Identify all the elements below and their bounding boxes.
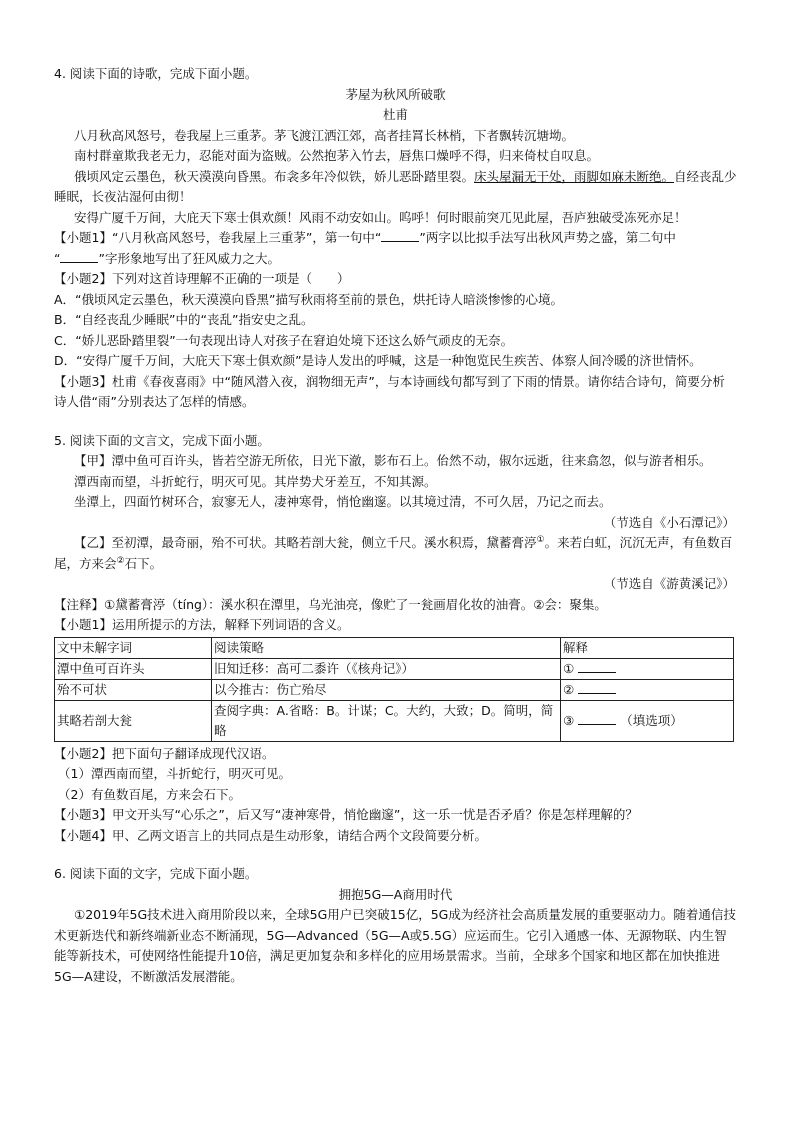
q6-heading: 6. 阅读下面的文字，完成下面小题。	[54, 866, 258, 881]
sub-question-3: 【小题3】杜甫《春夜喜雨》中“随风潜入夜，润物细无声”，与本诗画线句都写到了下雨的情景。请你结合诗句，简要分析诗人借“雨”分别表达了怎样的情感。	[54, 373, 725, 409]
passage-jia: 潭西南而望，斗折蛇行，明灭可见。其岸势犬牙差互，不知其源。	[74, 473, 437, 489]
option-c: C．“娇儿恶卧踏里裂”一句表现出诗人对孩子在窘迫处境下还这么娇气顽皮的无奈。	[54, 332, 514, 348]
answer-number: ②	[563, 681, 575, 697]
passage-text: 【乙】至初潭，最奇丽，殆不可状。其略若剖大瓮，侧立千尺。溪水积焉，黛蓄膏渟	[74, 535, 537, 550]
table-row	[55, 700, 734, 741]
poem-text: 自经丧乱少睡眠，长夜沾湿何由彻！	[54, 168, 737, 204]
article-title: 拥抱5G—A商用时代	[338, 886, 453, 902]
table-row	[55, 658, 734, 679]
source-note: （节选自《游黄溪记》）	[603, 576, 735, 591]
passage-text: 石下。	[124, 555, 163, 571]
article-paragraph: ①2019年5G技术进入商用阶段以来，全球5G用户已突破15亿，5G成为经济社会高质量发展的重要驱动力。随着通信技术更新迭代和新终端新业态不断涌现，5G—Advanced（5G—A或5.5G）应运而生。它引入通感一体、无源物联、内生智能等新技术，可使网络性能提升10倍，满足更加复杂和多样化的应用场景需求。当前，全球多个国家和地区都在加快推进5G—A建设，不断激活发展潜能。	[54, 907, 736, 984]
table-header: 阅读策略	[212, 637, 561, 658]
table-cell-strategy: 查阅字典：A.省略：B。计谋；C。大约，大致；D。简明，简略	[212, 700, 561, 741]
underlined-lines: 床头屋漏无干处，雨脚如麻未断绝。	[474, 168, 675, 184]
sub-question-2: 【小题2】下列对这首诗理解不正确的一项是（ ）	[54, 271, 350, 286]
table-cell-strategy: 旧知迁移：高可二黍许（《核舟记》）	[212, 658, 561, 679]
option-b: B．“自经丧乱少睡眠”中的“丧乱”指安史之乱。	[54, 312, 314, 327]
poem-line: 八月秋高风怒号，卷我屋上三重茅。茅飞渡江洒江郊，高者挂罥长林梢，下者飘转沉塘坳。	[74, 127, 575, 143]
table-cell-word: 潭中鱼可百许头	[55, 658, 212, 679]
answer-blank[interactable]	[578, 712, 616, 725]
q4-heading: 4. 阅读下面的诗歌，完成下面小题。	[54, 66, 258, 81]
option-a: A．“俄顷风定云墨色，秋天漠漠向昏黑”描写秋雨将至前的景色，烘托诗人暗淡惨惨的心境。	[54, 291, 564, 307]
passage-text: 。来若白虹，沉沉无声，有鱼数百尾，方来会	[54, 535, 733, 571]
table-cell-word: 殆不可状	[55, 679, 212, 700]
poem-text: 俄顷风定云墨色，秋天漠漠向昏黑。布衾多年冷似铁，娇儿恶卧踏里裂。	[74, 168, 475, 184]
strategy-table	[54, 637, 734, 742]
passage-yi	[54, 533, 737, 574]
table-header: 文中未解字词	[55, 637, 212, 658]
sub1-text: “	[54, 250, 61, 266]
table-cell-word: 其略若剖大瓮	[55, 700, 212, 741]
sub-question-1	[54, 228, 737, 269]
table-cell-answer	[561, 700, 734, 741]
sub1-text: ”两字以比拟手法写出秋风声势之盛，第二句中	[419, 230, 676, 245]
answer-blank[interactable]	[578, 660, 616, 673]
sub-question-4: 【小题4】甲、乙两文语言上的共同点是生动形象，请结合两个文段简要分析。	[54, 827, 487, 843]
q5-heading: 5. 阅读下面的文言文，完成下面小题。	[54, 432, 270, 448]
table-row	[55, 679, 734, 700]
answer-note: （填选项）	[620, 712, 683, 728]
footnote-mark: ①	[536, 534, 545, 545]
passage-jia: 【甲】潭中鱼可百许头，皆若空游无所依，日光下澈，影布石上。佁然不动，俶尔远逝，往来翕忽，似与游者相乐。	[74, 453, 712, 468]
poem-line: 安得广厦千万间，大庇天下寒士俱欢颜！风雨不动安如山。呜呼！何时眼前突兀见此屋，吾庐独破受冻死亦足！	[74, 209, 687, 225]
source-note: （节选自《小石潭记》）	[603, 514, 735, 530]
answer-blank[interactable]	[381, 229, 419, 242]
translate-item: （2）有鱼数百尾，方来会石下。	[58, 786, 241, 802]
answer-number: ③	[563, 712, 575, 728]
poem-line	[54, 167, 737, 208]
answer-number: ①	[563, 660, 575, 676]
answer-blank[interactable]	[578, 681, 616, 694]
sub-question-1: 【小题1】运用所提示的方法，解释下列词语的含义。	[54, 617, 350, 632]
poem-line: 南村群童欺我老无力，忍能对面为盗贼。公然抱茅入竹去，唇焦口燥呼不得，归来倚杖自叹息。	[74, 148, 600, 163]
sub-question-3: 【小题3】甲文开头写“心乐之”，后又写“凄神寒骨，悄怆幽邃”，这一乐一忧是否矛盾？你是怎样理解的？	[54, 807, 638, 822]
sub-question-2: 【小题2】把下面句子翻译成现代汉语。	[54, 745, 275, 761]
table-cell-strategy: 以今推古：伤亡殆尽	[212, 679, 561, 700]
table-header: 解释	[561, 637, 734, 658]
poem-title: 茅屋为秋风所破歌	[345, 86, 446, 102]
footnote-mark: ②	[116, 555, 125, 566]
exam-page	[54, 64, 737, 987]
annotation: 【注释】①黛蓄膏渟（tíng）：溪水积在潭里，乌光油亮，像贮了一瓮画眉化妆的油膏。②会：聚集。	[54, 596, 607, 612]
translate-item: （1）潭西南而望，斗折蛇行，明灭可见。	[58, 766, 291, 781]
passage-jia: 坐潭上，四面竹树环合，寂寥无人，凄神寒骨，悄怆幽邃。以其境过清，不可久居，乃记之而去。	[74, 494, 612, 509]
sub1-text: 【小题1】“八月秋高风怒号，卷我屋上三重茅”，第一句中“	[54, 230, 382, 245]
table-cell-answer	[561, 679, 734, 700]
table-header-row	[55, 637, 734, 658]
poem-author: 杜甫	[382, 107, 408, 122]
sub1-text: ”字形象地写出了狂风威力之大。	[98, 250, 280, 266]
option-d: D．“安得广厦千万间，大庇天下寒士俱欢颜”是诗人发出的呼喊，这是一种饱览民生疾苦、体察人间冷暖的济世情怀。	[54, 353, 702, 368]
table-cell-answer	[561, 658, 734, 679]
answer-blank[interactable]	[60, 250, 98, 263]
